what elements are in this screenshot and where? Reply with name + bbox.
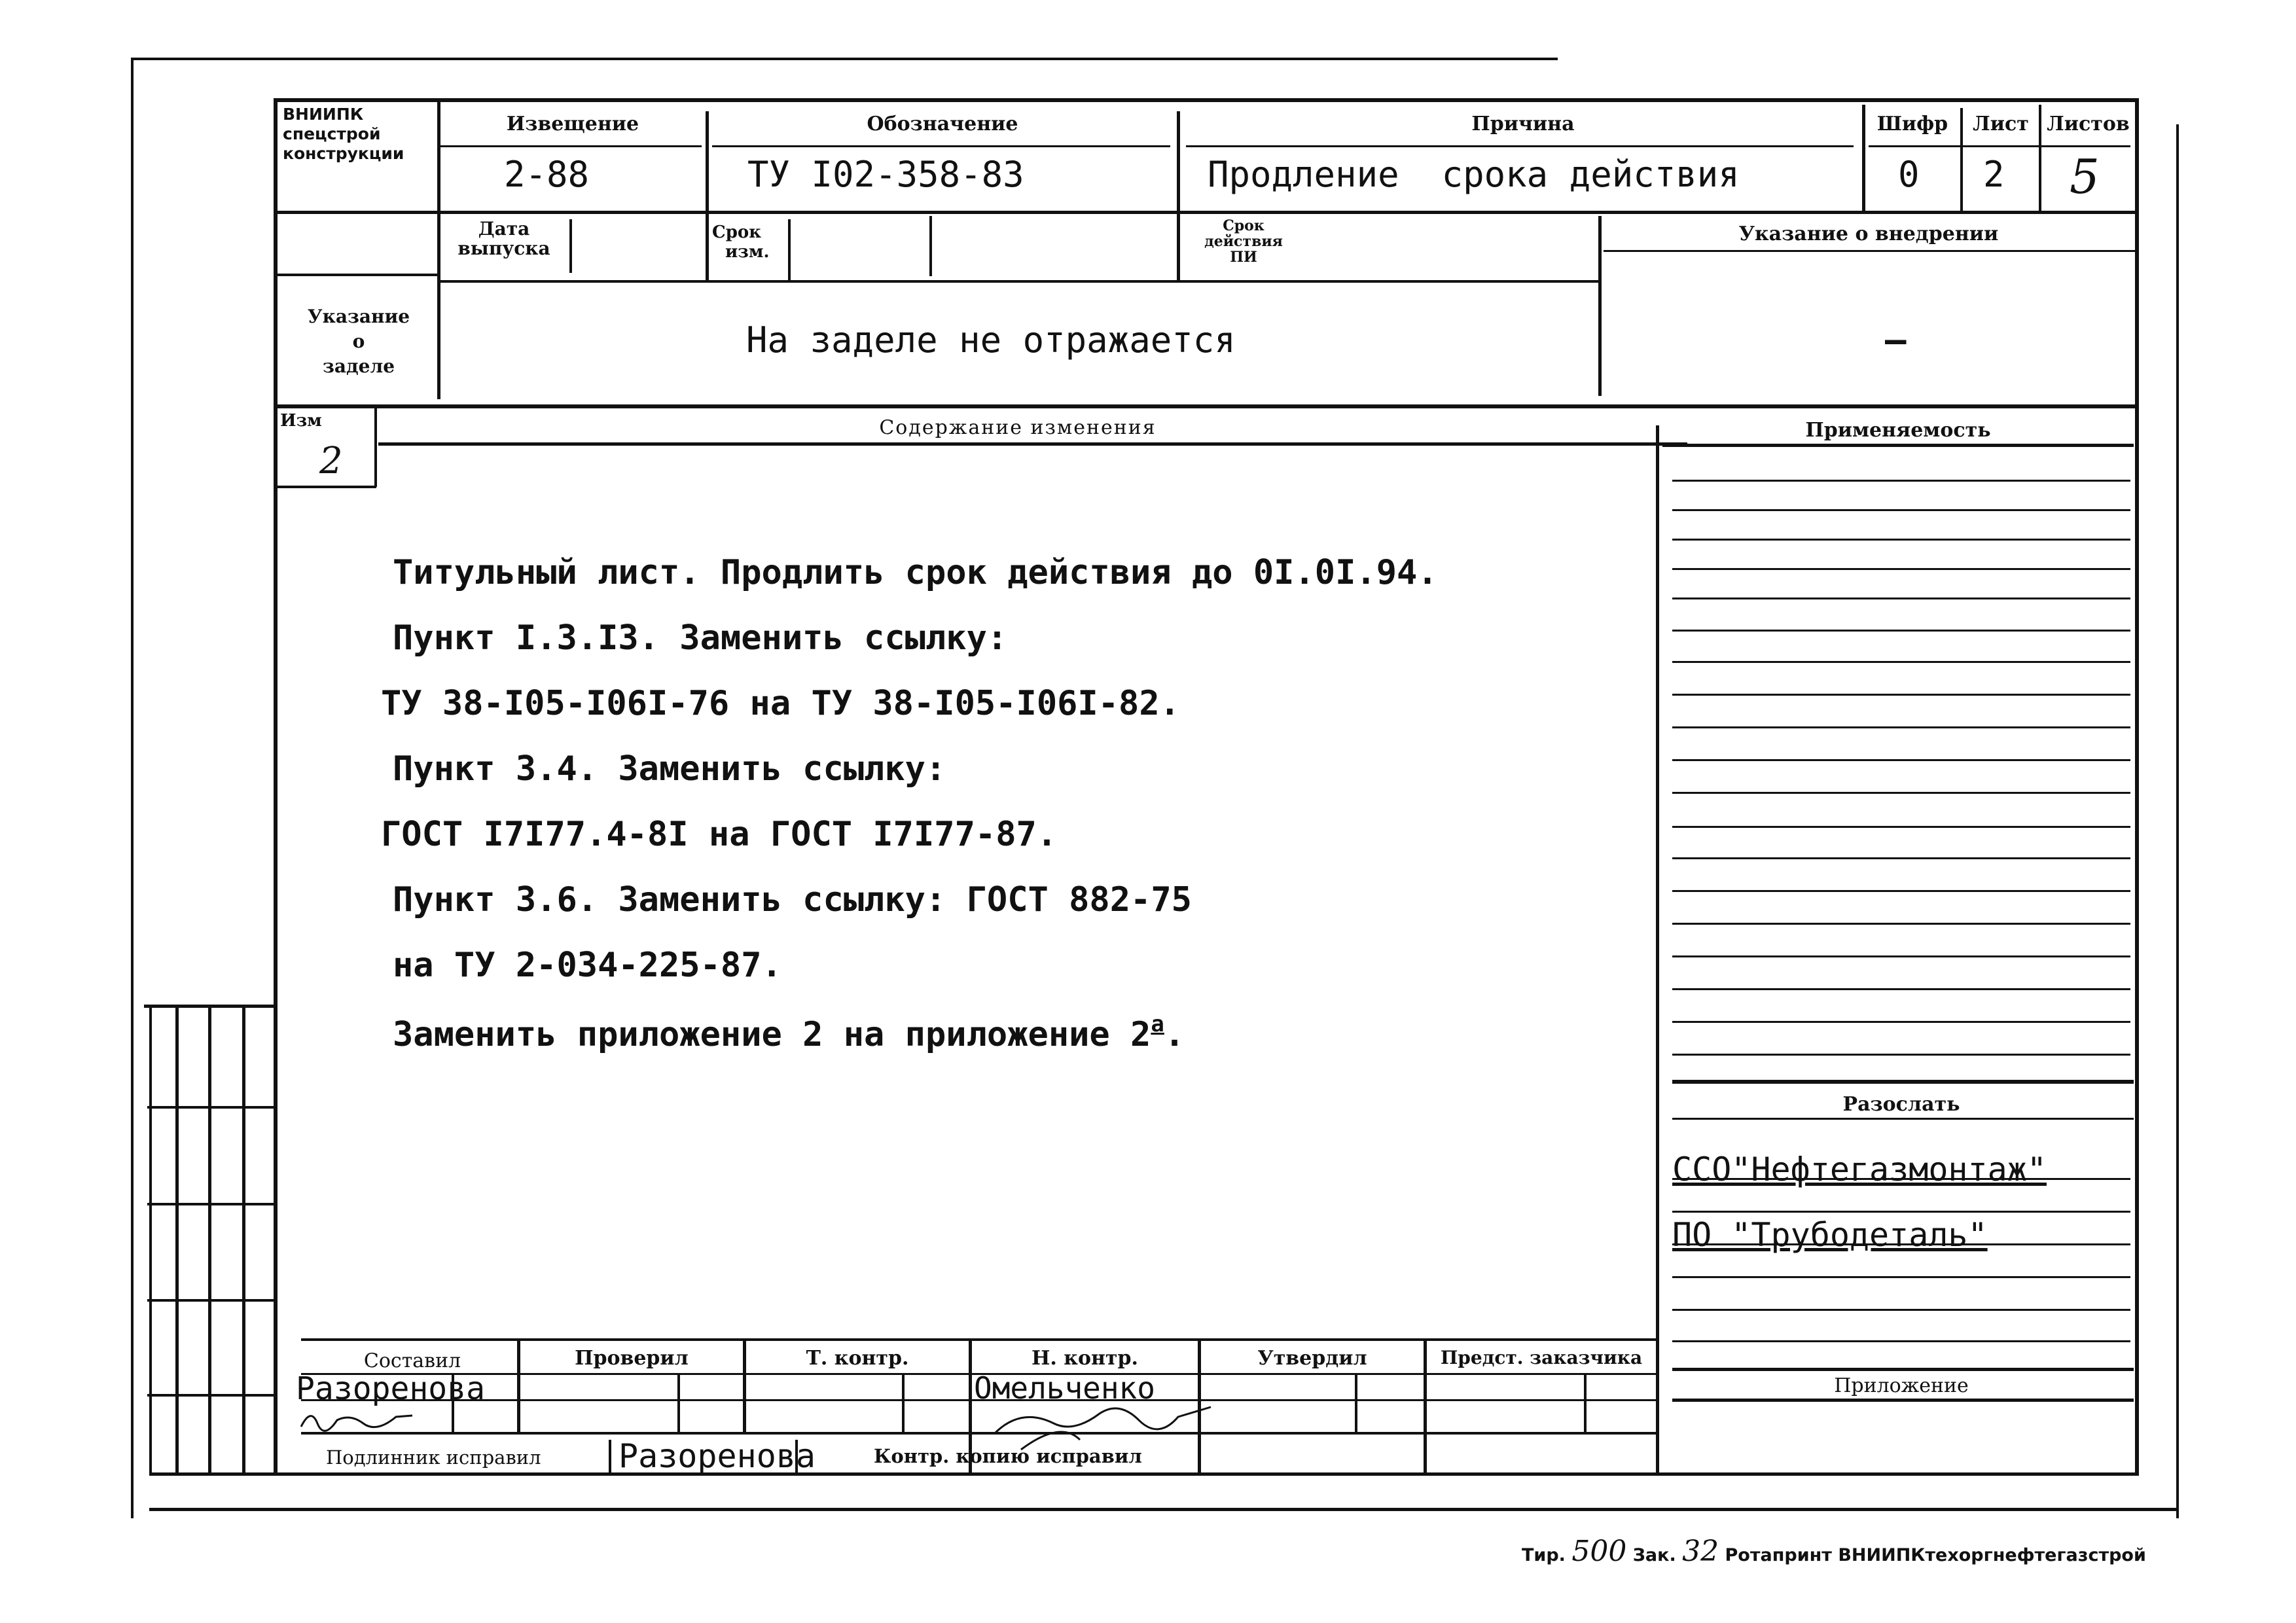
sheet-label: Лист: [1973, 113, 2029, 135]
ruled-line: [1672, 1340, 2130, 1342]
ruled-line: [1672, 1021, 2130, 1023]
footer-printer: Ротапринт ВНИИПКтехоргнефтегазстрой: [1725, 1545, 2146, 1565]
superscript: а: [1151, 1011, 1164, 1037]
send-to-2: ПО "Трубодеталь": [1672, 1216, 1988, 1254]
content-line: Пункт I.3.I3. Заменить ссылку:: [393, 618, 1008, 658]
org-line-2: спецстрой: [283, 124, 381, 143]
implementation-label: Указание о внедрении: [1738, 223, 1999, 245]
notice-label: Извещение: [506, 113, 639, 135]
validity-label: Срок действия ПИ: [1204, 217, 1283, 266]
change-term-label: Срок изм.: [712, 223, 770, 262]
change-no-label: Изм: [280, 411, 322, 431]
customer-rep-label: Предст. заказчика: [1440, 1347, 1643, 1368]
ruled-line: [1672, 955, 2130, 957]
signature-compiled-icon: [298, 1404, 416, 1433]
ruled-line: [1672, 568, 2130, 570]
checked-label: Проверил: [575, 1347, 689, 1370]
reason-label: Причина: [1471, 113, 1575, 135]
content-line-last: Заменить приложение 2 на приложение $2^а$.: [393, 1011, 1185, 1054]
sheet-value: 2: [1983, 154, 2005, 195]
org-line-1: ВНИИПК: [283, 105, 364, 124]
content-line-text: Заменить приложение 2 на приложение 2: [393, 1015, 1151, 1054]
ruled-line: [1672, 1276, 2130, 1278]
code-value: 0: [1898, 154, 1920, 195]
ruled-line: [1672, 759, 2130, 761]
implementation-value: –: [1885, 319, 1907, 361]
backlog-value: На заделе не отражается: [746, 319, 1236, 361]
appendix-label: Приложение: [1834, 1374, 1969, 1397]
send-to-1: ССО"Нефтегазмонтаж": [1672, 1150, 2047, 1188]
content-title: Содержание изменения: [879, 416, 1157, 439]
notice-value: 2-88: [504, 154, 590, 195]
approved-label: Утвердил: [1257, 1347, 1367, 1370]
ruled-line: [1672, 1211, 2130, 1213]
ruled-line: [1672, 890, 2130, 892]
form-top: [274, 98, 2136, 102]
content-line: Пункт 3.4. Заменить ссылку:: [393, 749, 946, 789]
copy-corrected-label: Контр. копию исправил: [874, 1445, 1142, 1467]
ruled-line: [1672, 1054, 2130, 1056]
footer-order: 32: [1682, 1535, 1719, 1568]
frame-right: [2176, 124, 2179, 1518]
org-line-3: конструкции: [283, 144, 404, 163]
norm-control-label: Н. контр.: [1031, 1347, 1138, 1370]
ruled-line: [1672, 539, 2130, 541]
ruled-line: [1672, 726, 2130, 728]
footer-order-label: Зак.: [1632, 1545, 1676, 1565]
ruled-line: [1672, 857, 2130, 859]
footer-run: 500: [1571, 1535, 1627, 1568]
ruled-line: [1672, 826, 2130, 828]
ruled-line: [1672, 509, 2130, 511]
content-line: на ТУ 2-034-225-87.: [393, 946, 782, 985]
form-right: [2135, 98, 2139, 1476]
change-no-value: 2: [319, 440, 343, 482]
content-line: Пункт 3.6. Заменить ссылку: ГОСТ 882-75: [393, 880, 1192, 919]
ruled-line: [1672, 630, 2130, 632]
content-line: ТУ 38-I05-I06I-76 на ТУ 38-I05-I06I-82.: [381, 684, 1180, 723]
compiled-label: Составил: [363, 1349, 461, 1372]
norm-control-name: Омельченко: [974, 1370, 1155, 1406]
send-to-label: Разослать: [1842, 1093, 1960, 1116]
content-line: Титульный лист. Продлить срок действия до 0I.0I.94.: [393, 553, 1438, 592]
print-footer: [1522, 1535, 2146, 1568]
ruled-line: [1672, 694, 2130, 696]
signature-norm-control-icon: [982, 1394, 1217, 1453]
designation-label: Обозначение: [867, 113, 1018, 135]
ruled-line: [1672, 661, 2130, 663]
reason-value: Продление срока действия: [1208, 154, 1740, 195]
ruled-line: [1672, 480, 2130, 482]
form-left: [274, 98, 278, 1476]
footer-prefix: Тир.: [1522, 1545, 1566, 1565]
original-corrected-name: Разоренова: [619, 1437, 816, 1475]
frame-top: [131, 58, 1558, 60]
content-line: ГОСТ I7I77.4-8I на ГОСТ I7I77-87.: [381, 815, 1058, 854]
issue-date-label: Дата выпуска: [457, 218, 550, 259]
applicability-label: Применяемость: [1805, 419, 1991, 442]
form-bottom: [149, 1472, 2139, 1476]
organization-stamp: [283, 105, 437, 164]
designation-value: ТУ I02-358-83: [747, 154, 1024, 195]
sheets-value: 5: [2070, 149, 2100, 204]
frame-left: [131, 58, 134, 1518]
tech-control-label: Т. контр.: [806, 1347, 909, 1370]
code-label: Шифр: [1876, 113, 1948, 135]
ruled-line: [1672, 1309, 2130, 1311]
ruled-line: [1672, 988, 2130, 990]
frame-bottom: [149, 1508, 2178, 1511]
ruled-line: [1672, 923, 2130, 925]
original-corrected-label: Подлинник исправил: [326, 1446, 541, 1469]
compiled-name: Разоренова: [296, 1370, 485, 1407]
ruled-line: [1672, 792, 2130, 794]
sheets-label: Листов: [2047, 113, 2130, 135]
backlog-label: Указание о заделе: [307, 306, 410, 377]
ruled-line: [1672, 597, 2130, 599]
